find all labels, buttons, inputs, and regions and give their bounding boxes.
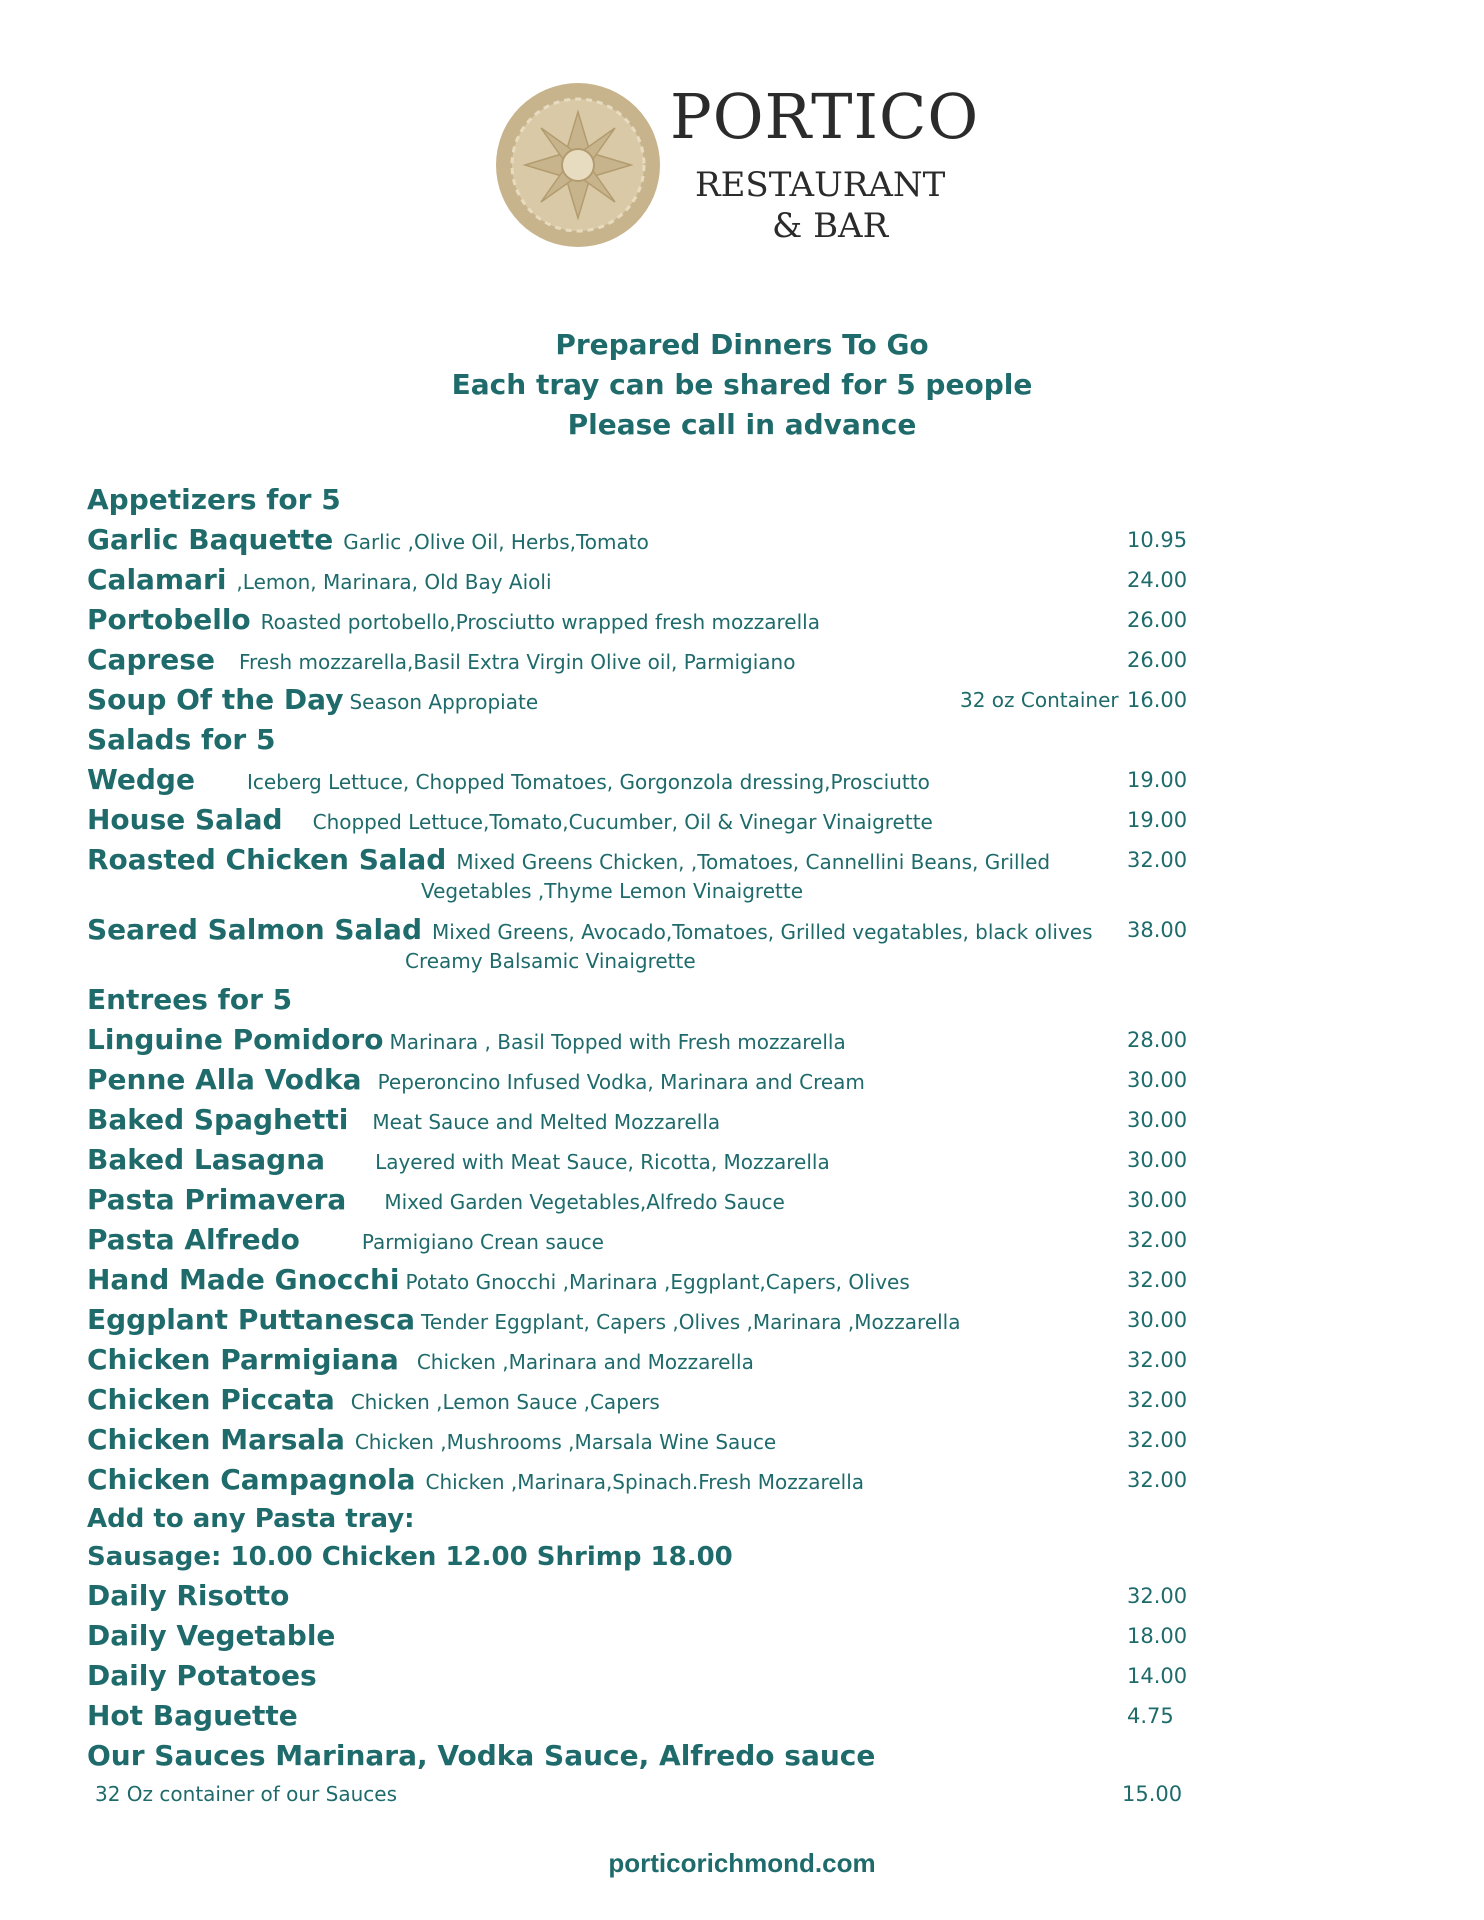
item-price: 30.00 xyxy=(1127,1188,1188,1212)
item-name: Portobello xyxy=(87,603,251,636)
item-price: 32.00 xyxy=(1127,1428,1188,1452)
item-price: 30.00 xyxy=(1127,1068,1188,1092)
item-name: Baked Lasagna xyxy=(87,1143,326,1176)
item-name: Chicken Piccata xyxy=(87,1383,335,1416)
item-name: Calamari xyxy=(87,563,227,596)
intro-line-2: Each tray can be shared for 5 people xyxy=(451,368,1033,401)
item-description: Tender Eggplant, Capers ,Olives ,Marinara ,Mozzarella xyxy=(421,1310,961,1334)
item-price: 15.00 xyxy=(1122,1782,1183,1806)
logo-title: PORTICO xyxy=(670,80,980,153)
menu-item xyxy=(87,1656,1207,1696)
item-price: 26.00 xyxy=(1127,608,1188,632)
item-description: Season Appropiate xyxy=(349,690,539,714)
intro-block xyxy=(0,325,1484,445)
item-price: 19.00 xyxy=(1127,808,1188,832)
item-name: House Salad xyxy=(87,803,283,836)
salads-heading: Salads for 5 xyxy=(87,723,276,756)
item-name: Caprese xyxy=(87,643,215,676)
item-name: Daily Vegetable xyxy=(87,1619,336,1652)
item-price: 19.00 xyxy=(1127,768,1188,792)
menu-item xyxy=(87,1340,1207,1380)
item-description: Mixed Greens, Avocado,Tomatoes, Grilled vegatables, black olives xyxy=(432,920,1093,944)
item-price: 28.00 xyxy=(1127,1028,1188,1052)
item-description-cont: Vegetables ,Thyme Lemon Vinaigrette xyxy=(421,879,804,903)
item-description: Chicken ,Marinara and Mozzarella xyxy=(416,1350,754,1374)
item-name: Wedge xyxy=(87,763,195,796)
item-description: Chicken ,Mushrooms ,Marsala Wine Sauce xyxy=(354,1430,777,1454)
item-name: Chicken Campagnola xyxy=(87,1463,416,1496)
menu-item xyxy=(87,680,1207,720)
addons-heading: Add to any Pasta tray: xyxy=(87,1504,415,1534)
menu-item xyxy=(87,640,1207,680)
menu-item xyxy=(87,560,1207,600)
item-description: Chicken ,Lemon Sauce ,Capers xyxy=(350,1390,660,1414)
item-description: ,Lemon, Marinara, Old Bay Aioli xyxy=(236,570,552,594)
item-name: Penne Alla Vodka xyxy=(87,1063,362,1096)
menu-item xyxy=(87,1300,1207,1340)
item-description: Mixed Garden Vegetables,Alfredo Sauce xyxy=(384,1190,785,1214)
menu-list xyxy=(87,480,1207,1812)
item-name: Roasted Chicken Salad xyxy=(87,843,447,876)
item-name: Pasta Primavera xyxy=(87,1183,347,1216)
intro-line-3: Please call in advance xyxy=(567,408,917,441)
item-size-note: 32 oz Container xyxy=(960,688,1119,712)
item-name: Hand Made Gnocchi xyxy=(87,1263,400,1296)
sauces-heading: Our Sauces Marinara, Vodka Sauce, Alfredo sauce xyxy=(87,1739,876,1772)
item-name: Baked Spaghetti xyxy=(87,1103,349,1136)
item-price: 24.00 xyxy=(1127,568,1188,592)
item-price: 18.00 xyxy=(1127,1624,1188,1648)
menu-item xyxy=(87,1060,1207,1100)
item-description: Chopped Lettuce,Tomato,Cucumber, Oil & Vinegar Vinaigrette xyxy=(312,810,933,834)
menu-item xyxy=(87,910,1207,980)
menu-item xyxy=(87,600,1207,640)
logo-subtitle: RESTAURANT xyxy=(695,165,946,205)
item-description: Chicken ,Marinara,Spinach.Fresh Mozzarella xyxy=(425,1470,864,1494)
menu-item xyxy=(87,1776,1207,1812)
item-price: 38.00 xyxy=(1127,918,1188,942)
menu-item xyxy=(87,1460,1207,1500)
menu-item xyxy=(87,800,1207,840)
menu-item xyxy=(87,1696,1207,1736)
item-name: Pasta Alfredo xyxy=(87,1223,300,1256)
addons-prices: Sausage: 10.00 Chicken 12.00 Shrimp 18.00 xyxy=(87,1542,733,1572)
item-price: 32.00 xyxy=(1127,1348,1188,1372)
item-name: Daily Risotto xyxy=(87,1579,290,1612)
menu-item xyxy=(87,520,1207,560)
item-price: 32.00 xyxy=(1127,1584,1188,1608)
item-price: 30.00 xyxy=(1127,1308,1188,1332)
item-description: Marinara , Basil Topped with Fresh mozzarella xyxy=(389,1030,846,1054)
item-name: Soup Of the Day xyxy=(87,683,344,716)
menu-item xyxy=(87,1616,1207,1656)
item-name: Linguine Pomidoro xyxy=(87,1023,384,1056)
item-description-cont: Creamy Balsamic Vinaigrette xyxy=(405,949,696,973)
menu-item xyxy=(87,1020,1207,1060)
website-link[interactable]: porticorichmond.com xyxy=(608,1848,876,1878)
menu-item xyxy=(87,1420,1207,1460)
item-name: Garlic Baquette xyxy=(87,523,334,556)
item-name: Seared Salmon Salad xyxy=(87,913,422,946)
entrees-heading: Entrees for 5 xyxy=(87,983,293,1016)
menu-item xyxy=(87,760,1207,800)
item-description: 32 Oz container of our Sauces xyxy=(95,1782,398,1806)
item-name: Eggplant Puttanesca xyxy=(87,1303,416,1336)
item-price: 26.00 xyxy=(1127,648,1188,672)
item-price: 30.00 xyxy=(1127,1108,1188,1132)
logo-subtitle-bar: & BAR xyxy=(772,206,889,246)
item-price: 32.00 xyxy=(1127,848,1188,872)
item-name: Hot Baguette xyxy=(87,1699,298,1732)
restaurant-logo xyxy=(495,82,1015,252)
item-description: Potato Gnocchi ,Marinara ,Eggplant,Capers, Olives xyxy=(405,1270,910,1294)
item-price: 32.00 xyxy=(1127,1228,1188,1252)
item-description: Garlic ,Olive Oil, Herbs,Tomato xyxy=(343,530,649,554)
item-price: 16.00 xyxy=(1127,688,1188,712)
item-description: Fresh mozzarella,Basil Extra Virgin Olive oil, Parmigiano xyxy=(238,650,796,674)
intro-line-1: Prepared Dinners To Go xyxy=(555,328,929,361)
item-price: 30.00 xyxy=(1127,1148,1188,1172)
item-price: 32.00 xyxy=(1127,1468,1188,1492)
item-price: 32.00 xyxy=(1127,1268,1188,1292)
item-name: Daily Potatoes xyxy=(87,1659,317,1692)
logo-emblem-icon xyxy=(495,82,661,248)
item-description: Mixed Greens Chicken, ,Tomatoes, Cannellini Beans, Grilled xyxy=(456,850,1051,874)
menu-item xyxy=(87,1220,1207,1260)
item-description: Layered with Meat Sauce, Ricotta, Mozzarella xyxy=(375,1150,830,1174)
menu-item xyxy=(87,1180,1207,1220)
menu-item xyxy=(87,1576,1207,1616)
menu-item xyxy=(87,1260,1207,1300)
item-price: 4.75 xyxy=(1127,1704,1174,1728)
item-description: Meat Sauce and Melted Mozzarella xyxy=(372,1110,721,1134)
item-description: Iceberg Lettuce, Chopped Tomatoes, Gorgonzola dressing,Prosciutto xyxy=(246,770,930,794)
item-name: Chicken Marsala xyxy=(87,1423,345,1456)
item-price: 10.95 xyxy=(1127,528,1188,552)
menu-item xyxy=(87,1140,1207,1180)
menu-item xyxy=(87,1380,1207,1420)
item-name: Chicken Parmigiana xyxy=(87,1343,399,1376)
item-price: 32.00 xyxy=(1127,1388,1188,1412)
item-description: Peperoncino Infused Vodka, Marinara and Cream xyxy=(377,1070,865,1094)
menu-item xyxy=(87,1100,1207,1140)
menu-item xyxy=(87,840,1207,910)
item-price: 14.00 xyxy=(1127,1664,1188,1688)
appetizers-heading: Appetizers for 5 xyxy=(87,483,341,516)
item-description: Parmigiano Crean sauce xyxy=(361,1230,604,1254)
item-description: Roasted portobello,Prosciutto wrapped fresh mozzarella xyxy=(260,610,820,634)
